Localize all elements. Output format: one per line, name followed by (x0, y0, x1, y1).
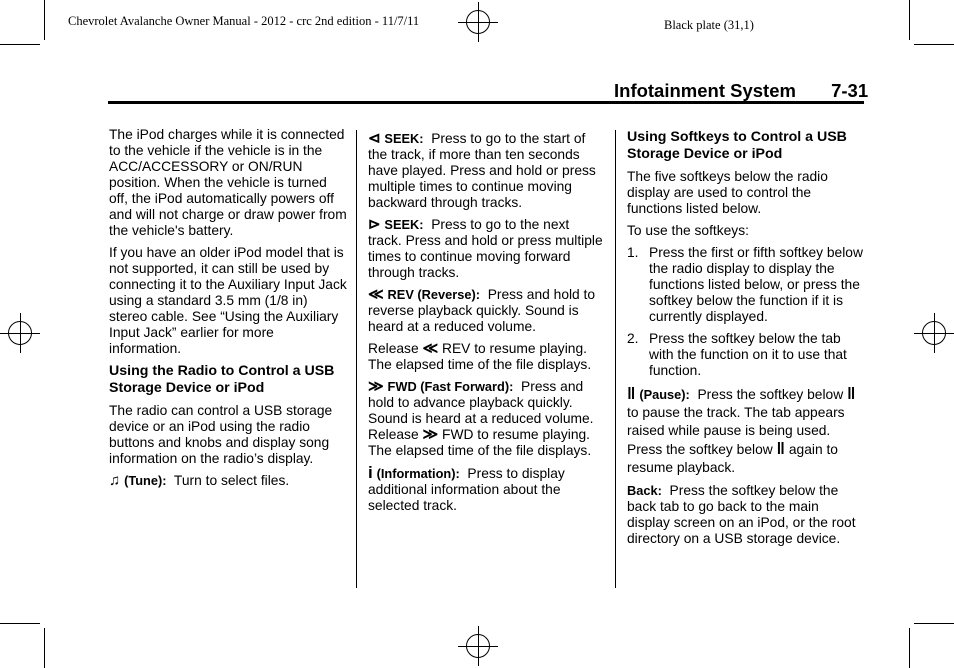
seek-previous-item (368, 131, 606, 211)
pause-text: to pause the track. The tab appears raised while pause is being used. Press the softkey below (627, 405, 845, 457)
registration-mark-right (914, 313, 954, 353)
step-text: Press the softkey below the tab with the function on it to use that function. (649, 331, 847, 378)
page-heading (614, 80, 868, 102)
seek-next-label: SEEK: (384, 217, 424, 232)
seek-next-icon: ⊳ (368, 216, 381, 233)
registration-mark-bottom (458, 626, 498, 666)
reverse-release (368, 341, 606, 373)
tune-label: (Tune): (124, 473, 167, 488)
pause-icon: ‖ (776, 439, 786, 458)
page-number: 7-31 (831, 80, 869, 101)
seek-previous-icon: ⊲ (368, 130, 381, 147)
crop-mark (909, 628, 910, 668)
reverse-release-text: Release (368, 341, 419, 356)
seek-previous-text: Press to go to the start of the track, if more than ten seconds have played. Press and hold or press multiple times to continue moving backward through tracks. (368, 131, 596, 210)
fast-forward-item (368, 379, 606, 459)
reverse-release-text: REV to resume playing. The elapsed time of the file displays. (368, 341, 592, 372)
seek-previous-label: SEEK: (384, 131, 424, 146)
plate-label: Black plate (31,1) (664, 18, 754, 32)
pause-item (627, 385, 863, 477)
column-divider (615, 130, 616, 588)
seek-next-item (368, 217, 606, 281)
paragraph: To use the softkeys: (627, 223, 749, 238)
pause-text: Press the softkey below (697, 387, 844, 402)
reverse-item (368, 287, 606, 335)
back-text: Press the softkey below the back tab to go back to the main display screen on an iPod, or the root directory on a USB storage device. (627, 483, 856, 546)
paragraph: The radio can control a USB storage device or an iPod using the radio buttons and knobs and display song information on the radio’s display. (109, 403, 333, 466)
crop-mark (0, 623, 40, 624)
crop-mark (914, 623, 954, 624)
pause-icon: ‖ (847, 384, 856, 403)
fast-forward-icon: ≫ (422, 426, 439, 443)
information-label: (Information): (376, 466, 460, 481)
registration-mark-left (0, 313, 40, 353)
section-title: Infotainment System (614, 80, 796, 101)
paragraph: The iPod charges while it is connected to the vehicle if the vehicle is in the ACC/ACCESSORY or ON/RUN position. When the vehicle is turned off, the iPod automatically powers off and will not charge or draw power from the vehicle's battery. (109, 127, 347, 238)
registration-mark-top (458, 2, 498, 42)
list-item (627, 245, 863, 325)
seek-next-text: Press to go to the next track. Press and hold or press multiple times to continue moving forward through tracks. (368, 217, 603, 280)
reverse-label: REV (Reverse): (387, 287, 481, 302)
pause-label: (Pause): (639, 387, 690, 402)
step-text: Press the first or fifth softkey below the radio display to display the functions listed below, or press the softkey below the function if it is currently displayed. (649, 245, 863, 324)
header-rule (108, 101, 864, 104)
info-icon: i (368, 463, 373, 482)
tune-text: Turn to select files. (173, 473, 290, 488)
column-1 (109, 127, 347, 495)
fast-forward-release-text: FWD to resume playing. The elapsed time of the file displays. (368, 427, 592, 458)
list-item (627, 331, 863, 379)
crop-mark (0, 44, 40, 45)
pause-icon: ‖ (627, 384, 636, 403)
rewind-icon: ≪ (368, 286, 384, 303)
column-3 (627, 127, 863, 553)
crop-mark (914, 44, 954, 45)
pause-text: again to resume playback. (627, 442, 838, 475)
crop-mark (909, 0, 910, 40)
fast-forward-label: FWD (Fast Forward): (387, 379, 514, 394)
paragraph: If you have an older iPod model that is not supported, it can still be used by connecting it to the Auxiliary Input Jack using a standard 3.5 mm (1/8 in) stereo cable. See “Using the Auxiliary Input Jack” earlier for more information. (109, 245, 347, 356)
rewind-icon: ≪ (422, 340, 439, 357)
crop-mark (44, 628, 45, 668)
reverse-text: Press and hold to reverse playback quickly. Sound is heard at a reduced volume. (368, 287, 596, 334)
column-2 (368, 131, 606, 520)
back-label: Back: (627, 483, 662, 498)
step-number: 2. (627, 331, 639, 346)
back-item (627, 483, 863, 547)
information-item (368, 465, 606, 514)
fast-forward-icon: ≫ (368, 378, 384, 395)
subheading: Using Softkeys to Control a USB Storage Device or iPod (627, 129, 847, 162)
crop-mark (44, 0, 45, 40)
subheading: Using the Radio to Control a USB Storage Device or iPod (109, 363, 335, 396)
manual-title-line: Chevrolet Avalanche Owner Manual - 2012 - crc 2nd edition - 11/7/11 (68, 14, 420, 28)
column-divider (356, 130, 357, 588)
step-number: 1. (627, 245, 639, 260)
tune-item (109, 473, 347, 489)
information-text: Press to display additional information about the selected track. (368, 466, 565, 513)
music-note-icon: ♫ (109, 472, 121, 489)
paragraph: The five softkeys below the radio display are used to control the functions listed below. (627, 169, 828, 216)
fast-forward-text: Press and hold to advance playback quickly. Sound is heard at a reduced volume. Release (368, 379, 594, 442)
